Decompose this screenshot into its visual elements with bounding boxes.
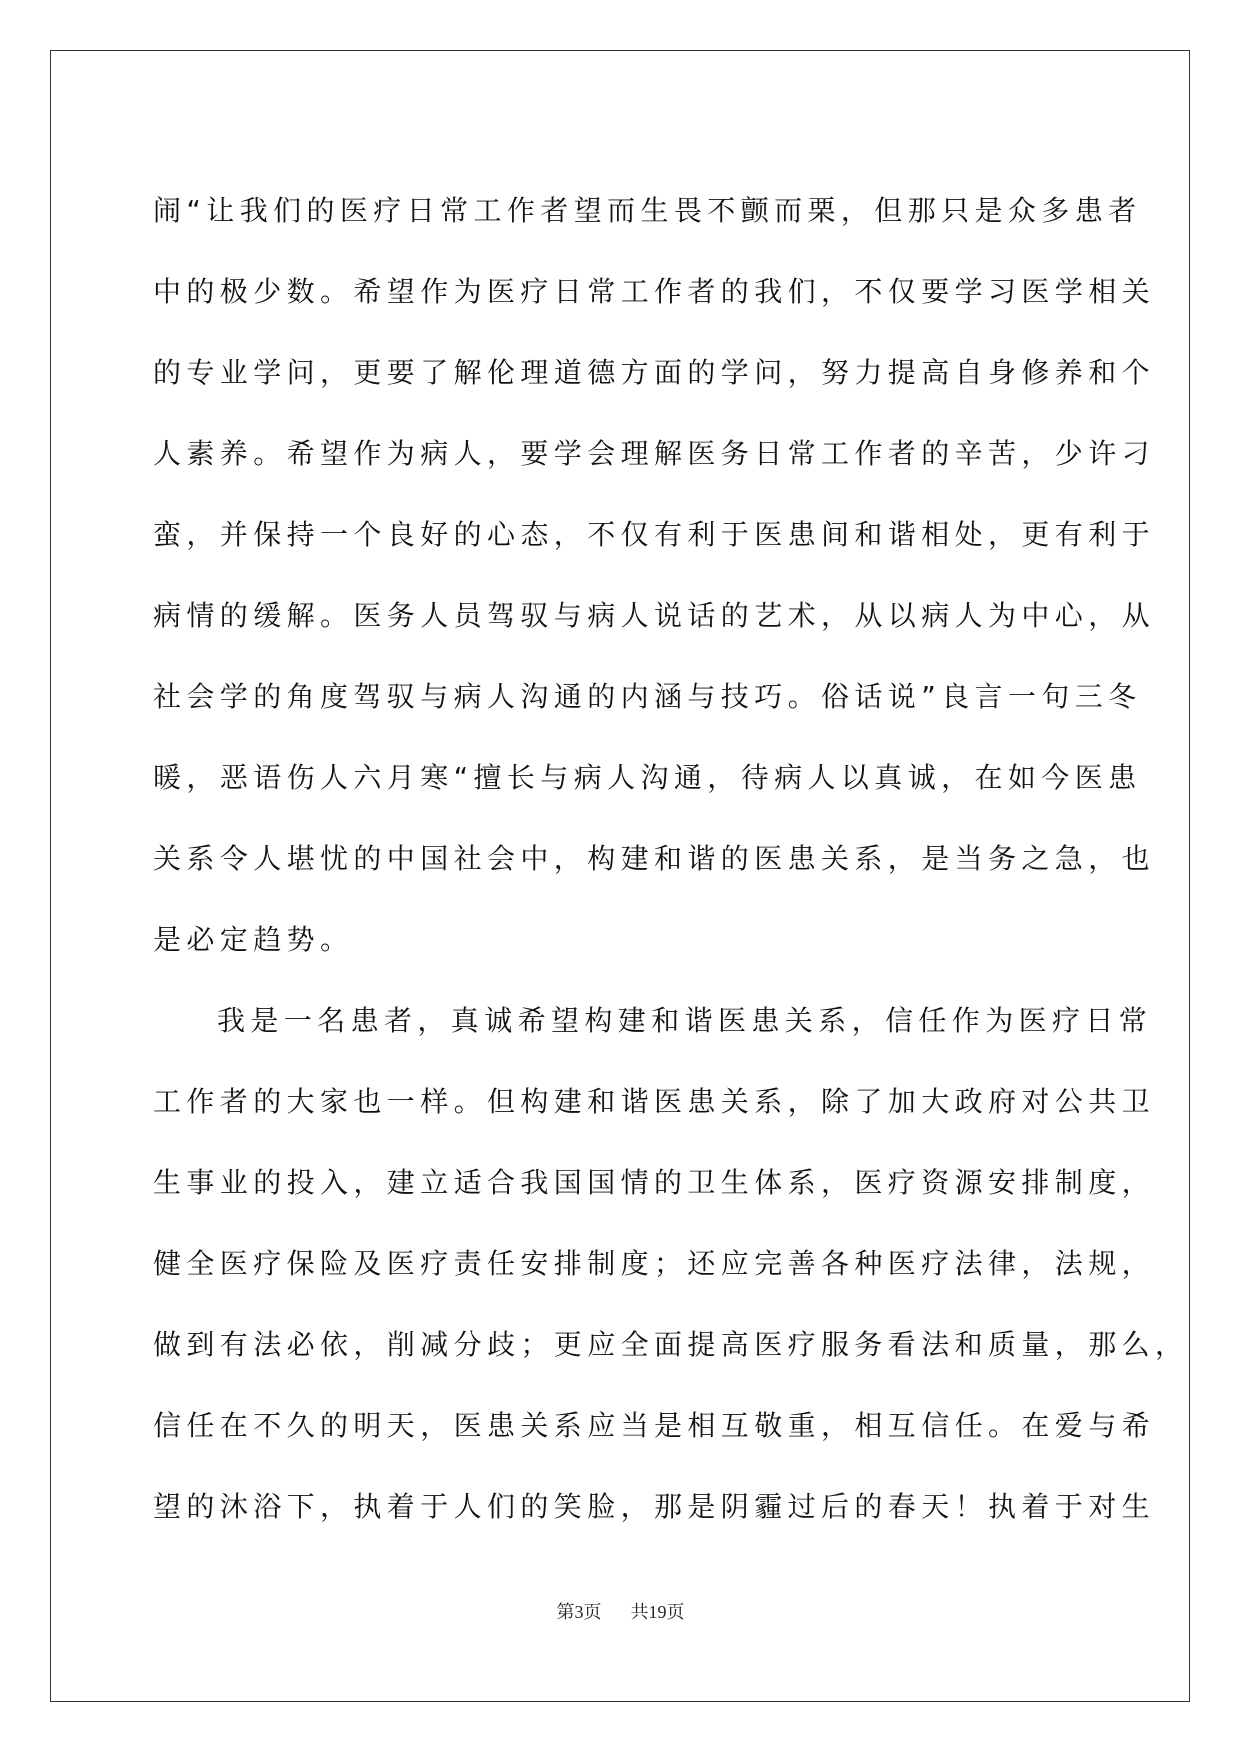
text-line: 望的沐浴下，执着于人们的笑脸，那是阴霾过后的春天！执着于对生 bbox=[153, 1490, 1156, 1523]
text-line: 关系令人堪忧的中国社会中，构建和谐的医患关系，是当务之急，也 bbox=[153, 842, 1156, 875]
text-line: 做到有法必依，削减分歧；更应全面提高医疗服务看法和质量，那么， bbox=[153, 1328, 1189, 1361]
text-line: 中的极少数。希望作为医疗日常工作者的我们，不仅要学习医学相关 bbox=[153, 275, 1156, 308]
text-line: 暖，恶语伤人六月寒“擅长与病人沟通，待病人以真诚，在如今医患 bbox=[153, 761, 1142, 794]
paragraph-first-line: 我是一名患者，真诚希望构建和谐医患关系，信任作为医疗日常 bbox=[217, 1004, 1153, 1037]
text-line: 信任在不久的明天，医患关系应当是相互敬重，相互信任。在爱与希 bbox=[153, 1409, 1156, 1442]
text-line: 的专业学问，更要了解伦理道德方面的学问，努力提高自身修养和个 bbox=[153, 356, 1156, 389]
document-body bbox=[153, 170, 1189, 1547]
text-line: 病情的缓解。医务人员驾驭与病人说话的艺术，从以病人为中心，从 bbox=[153, 599, 1156, 632]
text-line: 人素养。希望作为病人，要学会理解医务日常工作者的辛苦，少许刁 bbox=[153, 437, 1156, 470]
text-line: 工作者的大家也一样。但构建和谐医患关系，除了加大政府对公共卫 bbox=[153, 1085, 1156, 1118]
text-line: 健全医疗保险及医疗责任安排制度；还应完善各种医疗法律，法规， bbox=[153, 1247, 1156, 1280]
total-pages: 共19页 bbox=[630, 1602, 685, 1622]
text-line: 生事业的投入，建立适合我国国情的卫生体系，医疗资源安排制度， bbox=[153, 1166, 1156, 1199]
text-line: 是必定趋势。 bbox=[153, 923, 354, 956]
page-footer bbox=[0, 1598, 1241, 1624]
text-line: 闹“让我们的医疗日常工作者望而生畏不颤而栗，但那只是众多患者 bbox=[153, 194, 1142, 227]
text-line: 社会学的角度驾驭与病人沟通的内涵与技巧。俗话说”良言一句三冬 bbox=[153, 680, 1142, 713]
page-number: 第3页 bbox=[556, 1602, 602, 1622]
text-line: 蛮，并保持一个良好的心态，不仅有利于医患间和谐相处，更有利于 bbox=[153, 518, 1156, 551]
